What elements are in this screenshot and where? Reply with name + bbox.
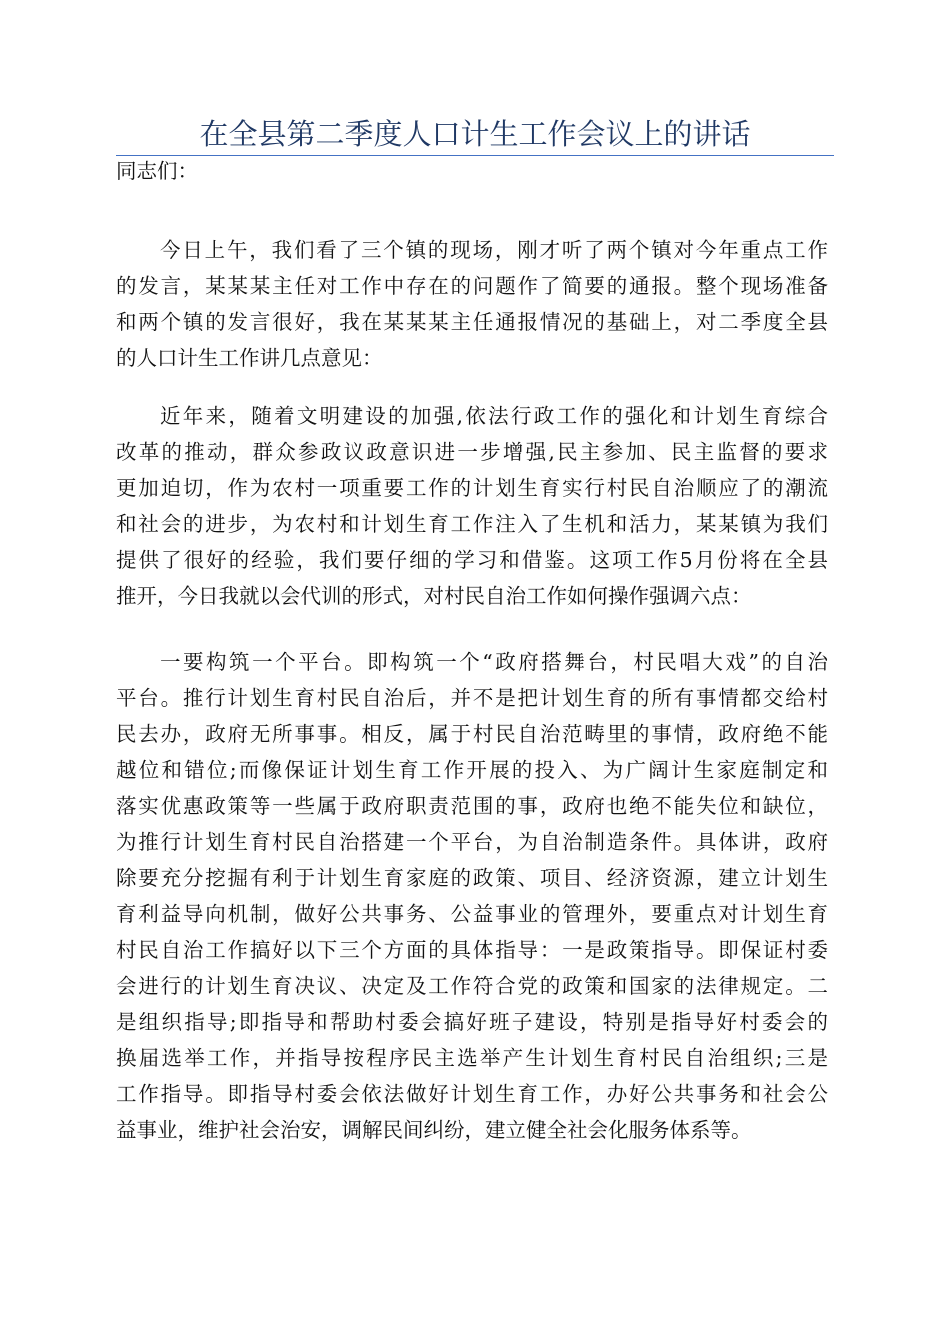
title-underline bbox=[116, 155, 834, 156]
salutation: 同志们： bbox=[116, 159, 198, 183]
paragraph-line: 和社会的进步，为农村和计划生育工作注入了生机和活力，某某镇为我们 bbox=[116, 512, 828, 536]
paragraph-line: 益事业，维护社会治安，调解民间纠纷，建立健全社会化服务体系等。 bbox=[116, 1118, 752, 1142]
paragraph-line: 是组织指导;即指导和帮助村委会搞好班子建设，特别是指导好村委会的 bbox=[116, 1010, 828, 1034]
paragraph-line: 平台。推行计划生育村民自治后，并不是把计划生育的所有事情都交给村 bbox=[116, 686, 828, 710]
paragraph-line: 为推行计划生育村民自治搭建一个平台，为自治制造条件。具体讲，政府 bbox=[116, 830, 828, 854]
paragraph-line: 近年来，随着文明建设的加强,依法行政工作的强化和计划生育综合 bbox=[160, 404, 828, 428]
paragraph-line: 一要构筑一个平台。即构筑一个“政府搭舞台，村民唱大戏”的自治 bbox=[160, 650, 828, 674]
paragraph-line: 推开，今日我就以会代训的形式，对村民自治工作如何操作强调六点： bbox=[116, 584, 752, 608]
paragraph-line: 今日上午，我们看了三个镇的现场，刚才听了两个镇对今年重点工作 bbox=[160, 238, 828, 262]
paragraph-line: 落实优惠政策等一些属于政府职责范围的事，政府也绝不能失位和缺位， bbox=[116, 794, 828, 818]
document-title: 在全县第二季度人口计生工作会议上的讲话 bbox=[199, 117, 751, 151]
paragraph-line: 越位和错位;而像保证计划生育工作开展的投入、为广阔计生家庭制定和 bbox=[116, 758, 828, 782]
paragraph-line: 的人口计生工作讲几点意见： bbox=[116, 346, 383, 370]
paragraph-line: 工作指导。即指导村委会依法做好计划生育工作，办好公共事务和社会公 bbox=[116, 1082, 828, 1106]
paragraph-line: 育利益导向机制，做好公共事务、公益事业的管理外，要重点对计划生育 bbox=[116, 902, 828, 926]
paragraph-2 bbox=[116, 398, 828, 614]
paragraph-line: 会进行的计划生育决议、决定及工作符合党的政策和国家的法律规定。二 bbox=[116, 974, 828, 998]
paragraph-line: 除要充分挖掘有利于计划生育家庭的政策、项目、经济资源，建立计划生 bbox=[116, 866, 828, 890]
paragraph-line: 改革的推动，群众参政议政意识进一步增强,民主参加、民主监督的要求 bbox=[116, 440, 828, 464]
paragraph-line: 提供了很好的经验，我们要仔细的学习和借鉴。这项工作5月份将在全县 bbox=[116, 548, 828, 572]
paragraph-line: 换届选举工作，并指导按程序民主选举产生计划生育村民自治组织;三是 bbox=[116, 1046, 828, 1070]
paragraph-line: 民去办，政府无所事事。相反，属于村民自治范畴里的事情，政府绝不能 bbox=[116, 722, 828, 746]
paragraph-line: 和两个镇的发言很好，我在某某某主任通报情况的基础上，对二季度全县 bbox=[116, 310, 828, 334]
paragraph-3 bbox=[116, 644, 828, 1148]
paragraph-1 bbox=[116, 232, 828, 376]
paragraph-line: 村民自治工作搞好以下三个方面的具体指导：一是政策指导。即保证村委 bbox=[116, 938, 828, 962]
paragraph-line: 更加迫切，作为农村一项重要工作的计划生育实行村民自治顺应了的潮流 bbox=[116, 476, 828, 500]
paragraph-line: 的发言，某某某主任对工作中存在的问题作了简要的通报。整个现场准备 bbox=[116, 274, 828, 298]
